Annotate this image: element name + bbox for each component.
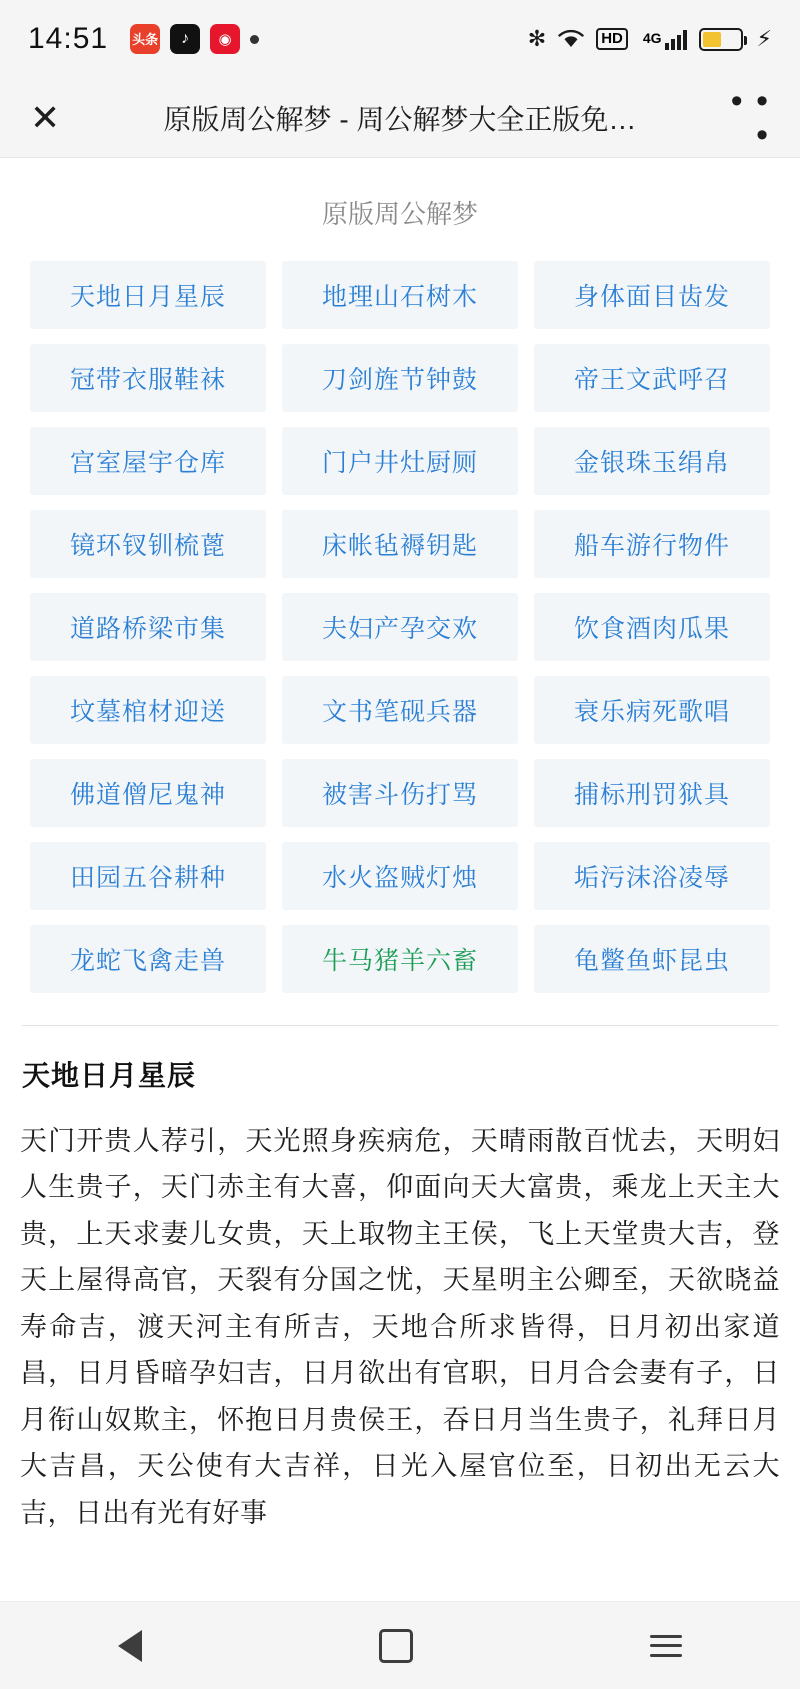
page-title: 原版周公解梦 - 周公解梦大全正版免…	[163, 103, 637, 135]
douyin-icon: ♪	[170, 24, 200, 54]
category-item[interactable]: 田园五谷耕种	[30, 842, 266, 910]
section-title: 天地日月星辰	[22, 1060, 197, 1091]
back-icon[interactable]	[118, 1630, 142, 1662]
category-item[interactable]: 地理山石树木	[282, 261, 518, 329]
category-item[interactable]: 佛道僧尼鬼神	[30, 759, 266, 827]
android-nav-bar	[0, 1601, 800, 1689]
bluetooth-icon: ✻	[527, 26, 547, 51]
category-item[interactable]: 垢污沫浴凌辱	[534, 842, 770, 910]
document-heading: 原版周公解梦	[321, 199, 478, 229]
status-time: 14:51	[28, 22, 109, 55]
recents-icon[interactable]	[650, 1635, 682, 1657]
category-item-active[interactable]: 牛马猪羊六畜	[282, 925, 518, 993]
category-item[interactable]: 水火盗贼灯烛	[282, 842, 518, 910]
signal-indicator	[640, 28, 687, 50]
battery-icon	[699, 28, 743, 51]
category-item[interactable]: 捕标刑罚狱具	[534, 759, 770, 827]
status-notification-icons	[130, 24, 528, 54]
charging-bolt-icon: ⚡	[756, 26, 772, 51]
notification-dot-icon	[250, 35, 259, 44]
category-item[interactable]: 刀剑旌节钟鼓	[282, 344, 518, 412]
category-grid	[0, 261, 800, 993]
browser-title-bar	[0, 78, 800, 158]
status-system-icons	[528, 26, 772, 52]
category-item[interactable]: 龙蛇飞禽走兽	[30, 925, 266, 993]
category-item[interactable]: 饮食酒肉瓜果	[534, 593, 770, 661]
category-item[interactable]: 金银珠玉绢帛	[534, 427, 770, 495]
status-bar	[0, 0, 800, 78]
signal-bars-icon	[665, 28, 687, 50]
category-item[interactable]: 宫室屋宇仓库	[30, 427, 266, 495]
page-content	[0, 158, 800, 1601]
article-paragraph: 天门开贵人荐引，天光照身疾病危，天晴雨散百忧去，天明妇人生贵子，天门赤主有大喜，仰面向天大富贵，乘龙上天主大贵，上天求妻儿女贵，天上取物主王侯，飞上天堂贵大吉，登天上屋得高官，天裂有分国之忧，天星明主公卿至，天欲晓益寿命吉，渡天河主有所吉，天地合所求皆得，日月初出家道昌，日月昏暗孕妇吉，日月欲出有官职，日月合会妻有子，日月衔山奴欺主，怀抱日月贵侯王，吞日月当生贵子，礼拜日月大吉昌，天公使有大吉祥，日光入屋官位至，日初出无云大吉，日出有光有好事	[20, 1126, 780, 1528]
weibo-icon: ◉	[210, 24, 240, 54]
more-options-icon[interactable]: • • •	[730, 81, 770, 154]
category-item[interactable]: 被害斗伤打骂	[282, 759, 518, 827]
category-item[interactable]: 门户井灶厨厕	[282, 427, 518, 495]
article-body	[0, 1100, 800, 1536]
hd-icon: HD	[596, 28, 628, 49]
network-type-label: 4G	[642, 29, 662, 46]
wifi-icon	[558, 29, 584, 49]
category-item[interactable]: 龟鳖鱼虾昆虫	[534, 925, 770, 993]
category-item[interactable]: 冠带衣服鞋袜	[30, 344, 266, 412]
category-item[interactable]: 夫妇产孕交欢	[282, 593, 518, 661]
category-item[interactable]: 衰乐病死歌唱	[534, 676, 770, 744]
category-item[interactable]: 身体面目齿发	[534, 261, 770, 329]
category-item[interactable]: 帝王文武呼召	[534, 344, 770, 412]
category-item[interactable]: 船车游行物件	[534, 510, 770, 578]
close-icon[interactable]: ✕	[30, 96, 61, 138]
category-item[interactable]: 天地日月星辰	[30, 261, 266, 329]
category-item[interactable]: 坟墓棺材迎送	[30, 676, 266, 744]
category-item[interactable]: 镜环钗钏梳蓖	[30, 510, 266, 578]
home-icon[interactable]	[379, 1629, 413, 1663]
category-item[interactable]: 道路桥梁市集	[30, 593, 266, 661]
toutiao-icon: 头条	[130, 24, 160, 54]
category-item[interactable]: 文书笔砚兵器	[282, 676, 518, 744]
category-item[interactable]: 床帐毡褥钥匙	[282, 510, 518, 578]
